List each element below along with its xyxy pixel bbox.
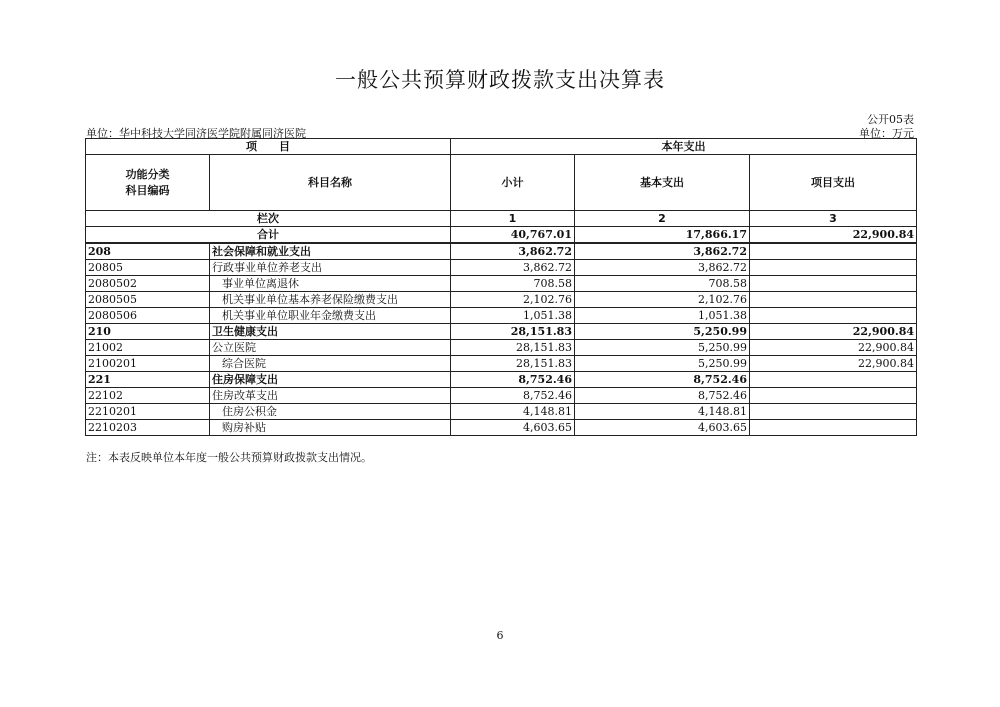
row-basic: 8,752.46 (575, 388, 750, 404)
row-basic: 2,102.76 (575, 292, 750, 308)
table-row (86, 372, 917, 388)
row-code: 2100201 (86, 356, 210, 372)
page-title: 一般公共预算财政拨款支出决算表 (335, 68, 665, 92)
unit-name: 单位：华中科技大学同济医学院附属同济医院 (86, 127, 306, 140)
row-basic: 3,862.72 (575, 260, 750, 276)
row-name: 事业单位离退休 (210, 276, 451, 292)
header-row-1 (86, 139, 917, 155)
table-row (86, 308, 917, 324)
total-label: 合计 (86, 227, 451, 244)
total-row (86, 227, 917, 244)
row-subtotal: 28,151.83 (451, 340, 575, 356)
row-basic: 5,250.99 (575, 340, 750, 356)
row-project: 22,900.84 (750, 356, 917, 372)
row-basic: 8,752.46 (575, 372, 750, 388)
row-project (750, 292, 917, 308)
column-index-1: 1 (451, 211, 575, 227)
total-project: 22,900.84 (750, 227, 917, 244)
table-row (86, 340, 917, 356)
row-name: 住房公积金 (210, 404, 451, 420)
table-row (86, 420, 917, 436)
table-row (86, 243, 917, 260)
row-subtotal: 3,862.72 (451, 260, 575, 276)
row-name: 住房保障支出 (210, 372, 451, 388)
header-name: 科目名称 (210, 155, 451, 211)
row-code: 2210203 (86, 420, 210, 436)
row-basic: 708.58 (575, 276, 750, 292)
row-project (750, 276, 917, 292)
row-project: 22,900.84 (750, 340, 917, 356)
row-basic: 1,051.38 (575, 308, 750, 324)
row-basic: 3,862.72 (575, 243, 750, 260)
header-code: 功能分类 科目编码 (86, 155, 210, 211)
header-subtotal: 小计 (451, 155, 575, 211)
currency-unit: 单位：万元 (859, 127, 914, 140)
row-subtotal: 3,862.72 (451, 243, 575, 260)
row-code: 2210201 (86, 404, 210, 420)
row-name: 行政事业单位养老支出 (210, 260, 451, 276)
row-basic: 4,603.65 (575, 420, 750, 436)
expense-table (85, 138, 917, 436)
page-number: 6 (496, 629, 504, 642)
row-code: 210 (86, 324, 210, 340)
row-name: 综合医院 (210, 356, 451, 372)
row-code: 208 (86, 243, 210, 260)
form-number: 公开05表 (867, 113, 914, 126)
row-name: 卫生健康支出 (210, 324, 451, 340)
row-name: 机关事业单位职业年金缴费支出 (210, 308, 451, 324)
row-subtotal: 4,148.81 (451, 404, 575, 420)
header-project-expense: 项目支出 (750, 155, 917, 211)
row-basic: 5,250.99 (575, 356, 750, 372)
table-row (86, 388, 917, 404)
column-index-2: 2 (575, 211, 750, 227)
row-name: 住房改革支出 (210, 388, 451, 404)
column-index-3: 3 (750, 211, 917, 227)
header-project: 项 目 (86, 139, 451, 155)
table-row (86, 404, 917, 420)
table-body (86, 139, 917, 436)
column-index-label: 栏次 (86, 211, 451, 227)
table-row (86, 292, 917, 308)
row-code: 2080502 (86, 276, 210, 292)
row-name: 公立医院 (210, 340, 451, 356)
row-project (750, 388, 917, 404)
row-name: 机关事业单位基本养老保险缴费支出 (210, 292, 451, 308)
row-subtotal: 4,603.65 (451, 420, 575, 436)
header-year-expense: 本年支出 (451, 139, 917, 155)
table-row (86, 260, 917, 276)
header-row-2 (86, 155, 917, 211)
row-code: 22102 (86, 388, 210, 404)
row-project (750, 260, 917, 276)
row-subtotal: 708.58 (451, 276, 575, 292)
row-code: 2080505 (86, 292, 210, 308)
row-basic: 5,250.99 (575, 324, 750, 340)
row-project (750, 243, 917, 260)
total-subtotal: 40,767.01 (451, 227, 575, 244)
row-subtotal: 2,102.76 (451, 292, 575, 308)
table-row (86, 324, 917, 340)
row-project (750, 372, 917, 388)
row-code: 21002 (86, 340, 210, 356)
total-basic: 17,866.17 (575, 227, 750, 244)
row-basic: 4,148.81 (575, 404, 750, 420)
row-code: 20805 (86, 260, 210, 276)
header-basic: 基本支出 (575, 155, 750, 211)
row-code: 2080506 (86, 308, 210, 324)
row-project (750, 420, 917, 436)
table-row (86, 356, 917, 372)
row-subtotal: 8,752.46 (451, 372, 575, 388)
table-note: 注：本表反映单位本年度一般公共预算财政拨款支出情况。 (86, 451, 372, 464)
row-project: 22,900.84 (750, 324, 917, 340)
row-subtotal: 8,752.46 (451, 388, 575, 404)
row-code: 221 (86, 372, 210, 388)
row-project (750, 404, 917, 420)
row-name: 购房补贴 (210, 420, 451, 436)
table-row (86, 276, 917, 292)
column-index-row (86, 211, 917, 227)
row-name: 社会保障和就业支出 (210, 243, 451, 260)
row-subtotal: 28,151.83 (451, 356, 575, 372)
row-project (750, 308, 917, 324)
row-subtotal: 1,051.38 (451, 308, 575, 324)
row-subtotal: 28,151.83 (451, 324, 575, 340)
